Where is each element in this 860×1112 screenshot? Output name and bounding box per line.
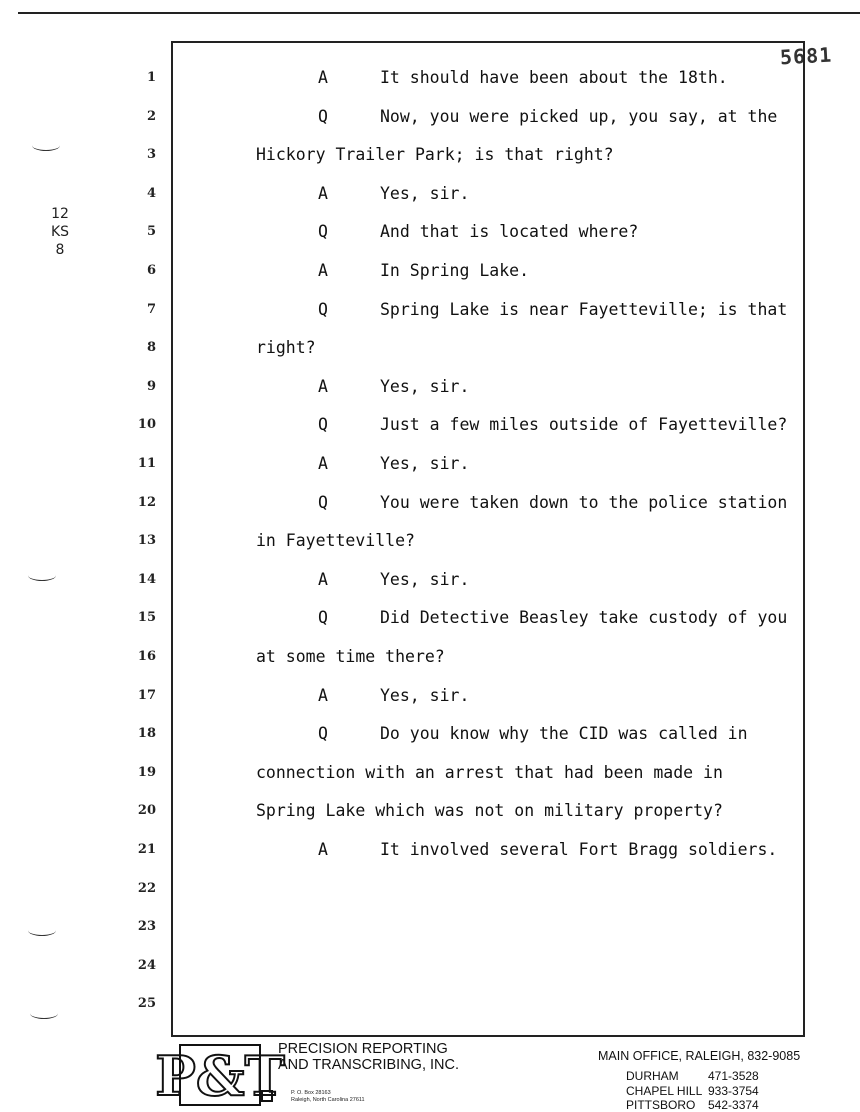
firm-name-line2: AND TRANSCRIBING, INC.	[278, 1057, 460, 1073]
transcript-line: It involved several Fort Bragg soldiers.	[380, 840, 778, 859]
line-number: 15	[137, 610, 156, 625]
line-number: 22	[137, 881, 156, 896]
transcript-line: Yes, sir.	[380, 184, 470, 203]
line-number: 20	[137, 803, 156, 818]
speaker-label: A	[318, 261, 328, 280]
transcript-line: Hickory Trailer Park; is that right?	[256, 145, 614, 164]
line-number: 8	[146, 340, 156, 355]
line-number: 7	[146, 302, 156, 317]
speaker-label: A	[318, 454, 328, 473]
transcript-line: In Spring Lake.	[380, 261, 530, 280]
office-phone: 471-3528	[708, 1069, 759, 1083]
line-number: 3	[146, 147, 156, 162]
line-number: 6	[146, 263, 156, 278]
line-number: 21	[137, 842, 156, 857]
transcript-line: Yes, sir.	[380, 686, 470, 705]
office-city: PITTSBORO	[626, 1098, 696, 1112]
line-number: 24	[137, 958, 156, 973]
line-number: 13	[137, 533, 156, 548]
firm-name	[278, 1041, 459, 1073]
margin-note-line3: 8	[55, 242, 65, 258]
speaker-label: Q	[318, 300, 328, 319]
line-number: 4	[146, 186, 156, 201]
speaker-label: A	[318, 686, 328, 705]
transcript-line: connection with an arrest that had been made in	[256, 763, 723, 782]
margin-note	[40, 205, 80, 259]
margin-tick-mark	[32, 140, 60, 151]
speaker-label: A	[318, 570, 328, 589]
transcript-line: Spring Lake which was not on military property?	[256, 801, 723, 820]
transcript-line: in Fayetteville?	[256, 531, 415, 550]
line-number: 23	[137, 919, 156, 934]
office-city: CHAPEL HILL	[626, 1084, 703, 1098]
firm-address-line2: Raleigh, North Carolina 27611	[291, 1097, 365, 1103]
line-number: 17	[137, 688, 156, 703]
speaker-label: Q	[318, 493, 328, 512]
firm-address	[291, 1090, 365, 1104]
transcript-line: You were taken down to the police station	[380, 493, 788, 512]
office-phone: 933-3754	[708, 1084, 759, 1098]
transcript-line: Now, you were picked up, you say, at the	[380, 107, 778, 126]
page-number: 5681	[779, 42, 833, 70]
speaker-label: A	[318, 184, 328, 203]
top-rule	[18, 12, 860, 14]
transcript-line: It should have been about the 18th.	[380, 68, 728, 87]
office-phone: 542-3374	[708, 1098, 759, 1112]
margin-tick-mark	[28, 925, 56, 936]
transcript-line: And that is located where?	[380, 222, 639, 241]
speaker-label: Q	[318, 724, 328, 743]
firm-address-line1: P. O. Box 28163	[291, 1090, 331, 1096]
speaker-label: A	[318, 377, 328, 396]
firm-logo	[155, 1043, 285, 1108]
office-row	[626, 1084, 759, 1098]
office-row	[626, 1069, 759, 1083]
line-number: 5	[146, 224, 156, 239]
margin-note-line2: KS	[50, 224, 70, 240]
margin-tick-mark	[30, 1008, 58, 1019]
transcript-line: at some time there?	[256, 647, 445, 666]
speaker-label: Q	[318, 608, 328, 627]
speaker-label: Q	[318, 415, 328, 434]
line-number: 14	[137, 572, 156, 587]
line-number: 11	[137, 456, 156, 471]
transcript-line: right?	[256, 338, 316, 357]
line-number: 12	[137, 495, 156, 510]
transcript-line: Yes, sir.	[380, 570, 470, 589]
line-number: 2	[146, 109, 156, 124]
margin-note-line1: 12	[51, 206, 69, 222]
transcript-line: Spring Lake is near Fayetteville; is that	[380, 300, 788, 319]
speaker-label: Q	[318, 107, 328, 126]
transcript-line: Did Detective Beasley take custody of you	[380, 608, 788, 627]
margin-tick-mark	[28, 570, 56, 581]
line-number: 25	[137, 996, 156, 1011]
office-row	[626, 1098, 759, 1112]
speaker-label: A	[318, 840, 328, 859]
line-number: 1	[146, 70, 156, 85]
office-city: DURHAM	[626, 1069, 679, 1083]
firm-name-line1: PRECISION REPORTING	[278, 1041, 448, 1057]
transcript-line: Just a few miles outside of Fayetteville?	[380, 415, 788, 434]
speaker-label: Q	[318, 222, 328, 241]
transcript-line: Yes, sir.	[380, 377, 470, 396]
line-number: 10	[137, 417, 156, 432]
transcript-line: Do you know why the CID was called in	[380, 724, 748, 743]
line-number: 19	[137, 765, 156, 780]
line-number: 9	[146, 379, 156, 394]
line-number: 16	[137, 649, 156, 664]
line-number: 18	[137, 726, 156, 741]
transcript-line: Yes, sir.	[380, 454, 470, 473]
main-office: MAIN OFFICE, RALEIGH, 832-9085	[598, 1049, 801, 1063]
speaker-label: A	[318, 68, 328, 87]
logo-text: P&T	[155, 1044, 285, 1108]
